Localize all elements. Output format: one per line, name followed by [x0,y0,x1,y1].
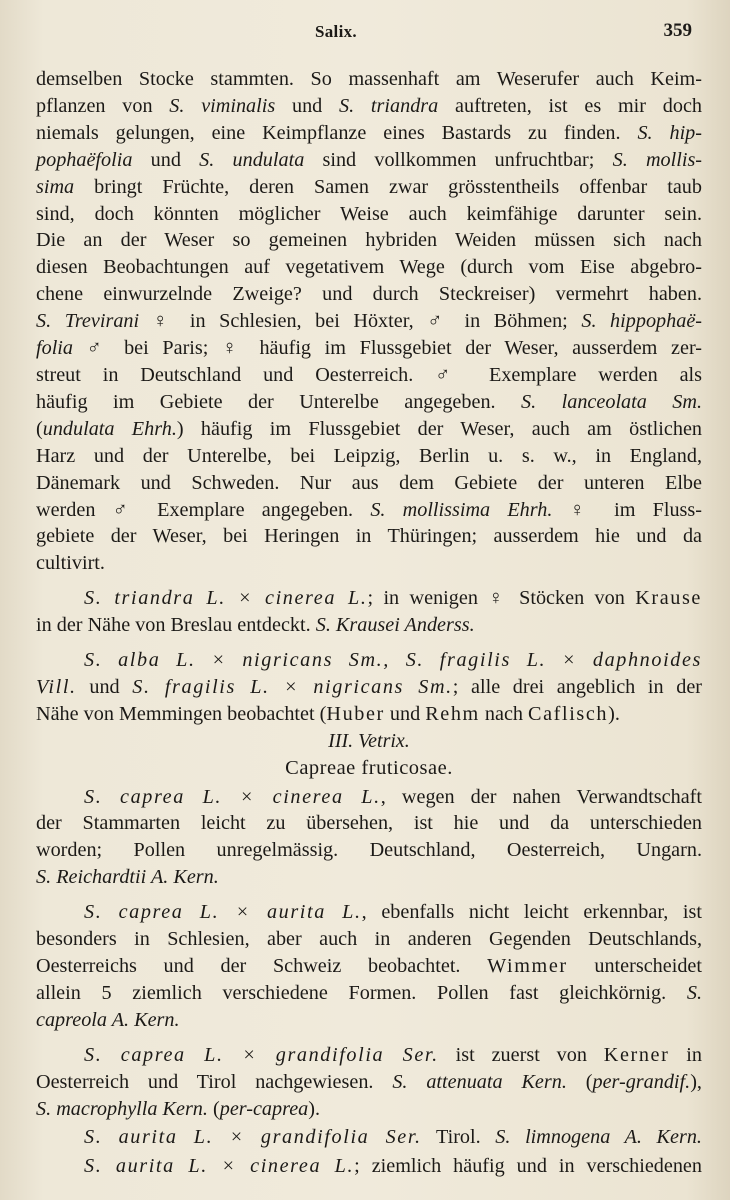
text-line: diesen Beobachtungen auf vegetativem Wege (durch vom Eise abgebro- [36,256,702,279]
paragraph [36,1153,702,1180]
text-line: capreola A. Kern. [36,1008,180,1031]
text-line: S. triandra L. × cinerea L.; in wenigen ♀ Stöcken von Krause [84,587,702,610]
paragraph [36,899,702,1034]
text-line: S. caprea L. × cinerea L., wegen der nahen Verwandtschaft [84,785,703,808]
section-subheading: Capreae fruticosae. [285,756,453,779]
body-text [36,66,702,1180]
page-header [0,20,730,48]
text-line: niemals gelungen, eine Keimpflanze eines Bastards zu finden. S. hip- [36,121,702,144]
text-line: demselben Stocke stammten. So massenhaft am Weserufer auch Keim- [36,68,702,90]
text-line: Harz und der Unterelbe, bei Leipzig, Berlin u. s. w., in England, [36,444,702,467]
text-line: werden ♂ Exemplare angegeben. S. mollissima Ehrh. ♀ im Fluss- [36,498,702,521]
text-line: häufig im Gebiete der Unterelbe angegeben. S. lanceolata Sm. [36,390,703,413]
text-line: Vill. und S. fragilis L. × nigricans Sm.; alle drei angeblich in der [36,675,703,698]
text-line: allein 5 ziemlich verschiedene Formen. Pollen fast gleichkörnig. S. [36,981,702,1004]
text-line: chene einwurzelnde Zweige? und durch Steckreiser) vermehrt haben. [36,283,702,306]
text-line: Nähe von Memmingen beobachtet (Huber und Rehm nach Caflisch). [36,702,620,725]
text-line: sima bringt Früchte, deren Samen zwar grösstentheils offenbar taub [36,175,702,198]
paragraph [36,647,702,728]
text-line: worden; Pollen unregelmässig. Deutschland, Oesterreich, Ungarn. [36,839,702,862]
text-line: pophaëfolia und S. undulata sind vollkommen unfruchtbar; S. mollis- [36,148,703,171]
text-line: sind, doch könnten möglicher Weise auch keimfähige darunter sein. [36,202,702,225]
text-line: cultivirt. [36,552,105,575]
text-line: S. alba L. × nigricans Sm., S. fragilis L. × daphnoides [84,649,702,672]
text-line: pflanzen von S. viminalis und S. triandra auftreten, ist es mir doch [36,94,702,117]
text-line: in der Nähe von Breslau entdeckt. S. Krausei Anderss. [36,614,475,637]
text-line: S. caprea L. × aurita L., ebenfalls nicht leicht erkennbar, ist [84,901,702,924]
section-heading: III. Vetrix. [328,729,410,752]
paragraph [36,1042,702,1123]
running-title: Salix. [315,22,357,41]
text-line: der Stammarten leicht zu übersehen, ist hie und da unterschieden [36,812,702,835]
text-line: gebiete der Weser, bei Heringen in Thüringen; ausserdem hie und da [36,525,702,548]
text-line: Dänemark und Schweden. Nur aus dem Gebiete der unteren Elbe [36,471,702,494]
paragraph [36,784,702,892]
text-line: Die an der Weser so gemeinen hybriden Weiden müssen sich nach [36,229,702,252]
text-line: besonders in Schlesien, aber auch in anderen Gegenden Deutschlands, [36,928,702,951]
text-line: Oesterreichs und der Schweiz beobachtet. Wimmer unterscheidet [36,955,702,977]
text-line: folia ♂ bei Paris; ♀ häufig im Flussgebiet der Weser, ausserdem zer- [36,337,702,360]
text-line: Oesterreich und Tirol nachgewiesen. S. attenuata Kern. (per-grandif.), [36,1070,702,1093]
text-line: S. caprea L. × grandifolia Ser. ist zuerst von Kerner in [84,1043,702,1066]
paragraph [36,585,702,639]
paragraph [36,1124,702,1151]
text-line: S. macrophylla Kern. (per-caprea). [36,1097,321,1120]
page-number: 359 [663,20,692,41]
text-line: (undulata Ehrh.) häufig im Flussgebiet der Weser, auch am östlichen [36,417,702,440]
text-line: S. aurita L. × cinerea L.; ziemlich häufig und in verschiedenen [84,1155,702,1178]
text-line: S. Reichardtii A. Kern. [36,866,219,889]
text-line: streut in Deutschland und Oesterreich. ♂ Exemplare werden als [36,363,702,386]
text-line: S. Trevirani ♀ in Schlesien, bei Höxter, ♂ in Böhmen; S. hippophaë- [36,310,702,333]
paragraph [36,66,702,577]
text-line: S. aurita L. × grandifolia Ser. Tirol. S. limnogena A. Kern. [84,1126,702,1149]
